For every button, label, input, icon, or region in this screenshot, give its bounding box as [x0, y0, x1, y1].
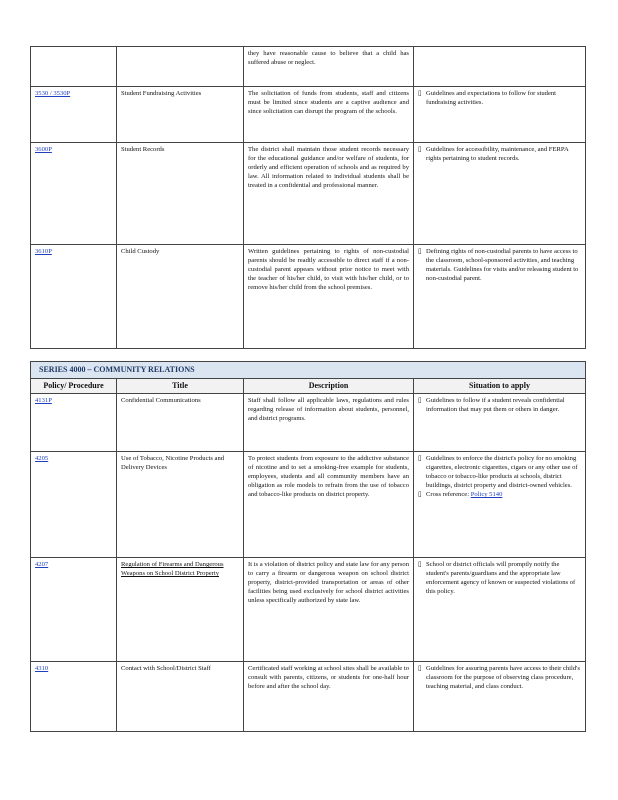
policy-situation: ▯ Defining rights of non-custodial parents to have access to the classroom, school-sponsored activities, and teaching materials. Guidelines for visits and/or releasing student to non-custodial parent. — [414, 245, 586, 349]
policy-description: It is a violation of district policy and state law for any person to carry a firearm or dangerous weapon on school district property, district-provided transportation or areas of other facilities being used exclusively for school district activities unless specifically authorized by state law. — [244, 558, 414, 662]
cross-reference-link[interactable]: Policy 5140 — [470, 491, 503, 498]
policy-description: Staff shall follow all applicable laws, regulations and rules regarding release of information about students, personnel, and district programs. — [244, 394, 414, 452]
table-row — [31, 87, 586, 143]
policy-situation — [414, 47, 586, 87]
column-header-situation: Situation to apply — [414, 379, 586, 394]
bullet-icon: ▯ — [418, 397, 422, 404]
series-heading: SERIES 4000 – COMMUNITY RELATIONS — [31, 362, 586, 379]
policy-code-link[interactable]: 4310 — [35, 665, 49, 672]
policy-description: Written guidelines pertaining to rights of non-custodial parents should be readily accessible to direct staff if a non-custodial parent appears without prior notice to meet with the teacher of his/her child, to visit with his/her child, or to remove his/her child from the school premises. — [244, 245, 414, 349]
column-header-policy: Policy/ Procedure — [31, 379, 117, 394]
policy-situation: ▯ School or district officials will promptly notify the student's parents/guardians and the appropriate law enforcement agency of known or suspected violations of this policy. — [414, 558, 586, 662]
policy-code-link[interactable]: 3600P — [35, 146, 52, 153]
policy-situation: ▯ Guidelines for assuring parents have access to their child's classroom for the purpose of observing class procedure, teaching material, and class conduct. — [414, 662, 586, 732]
policy-title: Contact with School/District Staff — [117, 662, 244, 732]
column-header-description: Description — [244, 379, 414, 394]
table-row — [31, 452, 586, 558]
bullet-icon: ▯ — [418, 561, 422, 568]
bullet-icon: ▯ — [418, 90, 422, 97]
table-row — [31, 662, 586, 732]
policy-description: they have reasonable cause to believe that a child has suffered abuse or neglect. — [244, 47, 414, 87]
policy-title — [117, 47, 244, 87]
policy-title: Confidential Communications — [117, 394, 244, 452]
column-header-title: Title — [117, 379, 244, 394]
policy-title: Use of Tobacco, Nicotine Products and Delivery Devices — [117, 452, 244, 558]
policy-description: To protect students from exposure to the addictive substance of nicotine and to set a smoking-free example for students, employees, students and all community members have an obligation as role models to refrain from the use of tobacco and tobacco-like products on district property. — [244, 452, 414, 558]
bullet-icon: ▯ — [418, 146, 422, 153]
column-header-row — [31, 379, 586, 394]
policy-situation: ▯ Guidelines and expectations to follow for student fundraising activities. — [414, 87, 586, 143]
policy-description: The solicitation of funds from students, staff and citizens must be limited since students are a captive audience and since solicitation can disrupt the program of the schools. — [244, 87, 414, 143]
policy-title: Student Records — [117, 143, 244, 245]
policy-situation: ▯ Guidelines for accessibility, maintenance, and FERPA rights pertaining to student records. — [414, 143, 586, 245]
bullet-icon: ▯ — [418, 455, 422, 462]
policy-table-continued — [30, 46, 586, 349]
policy-code-link[interactable]: 4207 — [35, 561, 49, 568]
series-4000-table — [30, 361, 586, 732]
policy-situation: ▯ Guidelines to follow if a student reveals confidential information that may put them or others in danger. — [414, 394, 586, 452]
cross-reference-label: Cross reference: — [426, 491, 470, 498]
series-heading-row — [31, 362, 586, 379]
policy-code-link[interactable]: 4205 — [35, 455, 49, 462]
bullet-icon: ▯ — [418, 491, 422, 498]
policy-code-link[interactable]: 3530 / 3530P — [35, 90, 71, 97]
policy-code — [31, 47, 117, 87]
policy-title: Student Fundraising Activities — [117, 87, 244, 143]
table-row — [31, 47, 586, 87]
table-row — [31, 245, 586, 349]
policy-situation: ▯ Guidelines to enforce the district's policy for no smoking cigarettes, electronic cigarettes, cigars or any other use of tobacco or tobacco-like products at schools, district buildings, district property and district-owned vehicles. ▯ Cross reference: Policy 5140 — [414, 452, 586, 558]
policy-code-link[interactable]: 4131P — [35, 397, 52, 404]
bullet-icon: ▯ — [418, 248, 422, 255]
policy-description: Certificated staff working at school sites shall be available to consult with parents, citizens, or students for one-half hour before and after the school day. — [244, 662, 414, 732]
policy-title: Regulation of Firearms and Dangerous Weapons on School District Property — [117, 558, 244, 662]
table-row — [31, 143, 586, 245]
bullet-icon: ▯ — [418, 665, 422, 672]
table-row — [31, 394, 586, 452]
policy-title: Child Custody — [117, 245, 244, 349]
policy-description: The district shall maintain those student records necessary for the educational guidance and/or welfare of students, for orderly and efficient operation of schools and as required by law. All information related to individual students shall be treated in a confidential and professional manner. — [244, 143, 414, 245]
table-row — [31, 558, 586, 662]
policy-code-link[interactable]: 3610P — [35, 248, 52, 255]
